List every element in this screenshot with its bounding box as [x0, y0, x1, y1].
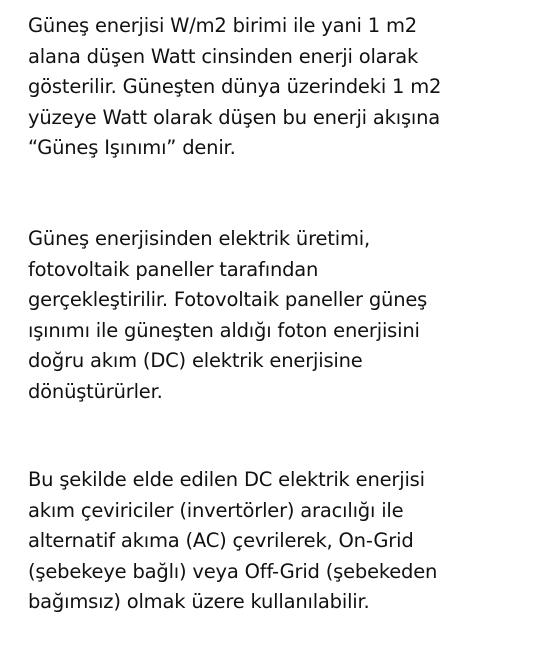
text-line: Bu şekilde elde edilen DC elektrik enerjisi — [28, 468, 425, 491]
text-line: dönüştürürler. — [28, 379, 163, 403]
paragraph-photovoltaic-generation — [28, 224, 533, 407]
text-line: alternatif akıma (AC) çevrilerek, On-Grid — [28, 529, 414, 552]
text-line: Güneş enerjisinden elektrik üretimi, — [28, 227, 370, 250]
paragraph-solar-irradiance — [28, 11, 533, 164]
text-line: ışınımı ile güneşten aldığı foton enerjisini — [28, 318, 420, 342]
text-line: fotovoltaik paneller tarafından — [28, 257, 319, 281]
paragraph-inverter-conversion — [28, 465, 533, 618]
text-line: (şebekeye bağlı) veya Off-Grid (şebekeden — [28, 559, 438, 583]
text-line: “Güneş Işınımı” denir. — [28, 136, 236, 159]
text-line: alana düşen Watt cinsinden enerji olarak — [28, 44, 419, 68]
text-line: akım çeviriciler (invertörler) aracılığı ile — [28, 498, 404, 522]
text-line: bağımsız) olmak üzere kullanılabilir. — [28, 590, 370, 613]
text-line: doğru akım (DC) elektrik enerjisine — [28, 349, 363, 372]
text-line: Güneş enerjisi W/m2 birimi ile yani 1 m2 — [28, 14, 417, 37]
text-line: gerçekleştirilir. Fotovoltaik paneller güneş — [28, 288, 428, 311]
text-line: yüzeye Watt olarak düşen bu enerji akışına — [28, 105, 441, 129]
text-line: gösterilir. Güneşten dünya üzerindeki 1 m2 — [28, 75, 442, 98]
